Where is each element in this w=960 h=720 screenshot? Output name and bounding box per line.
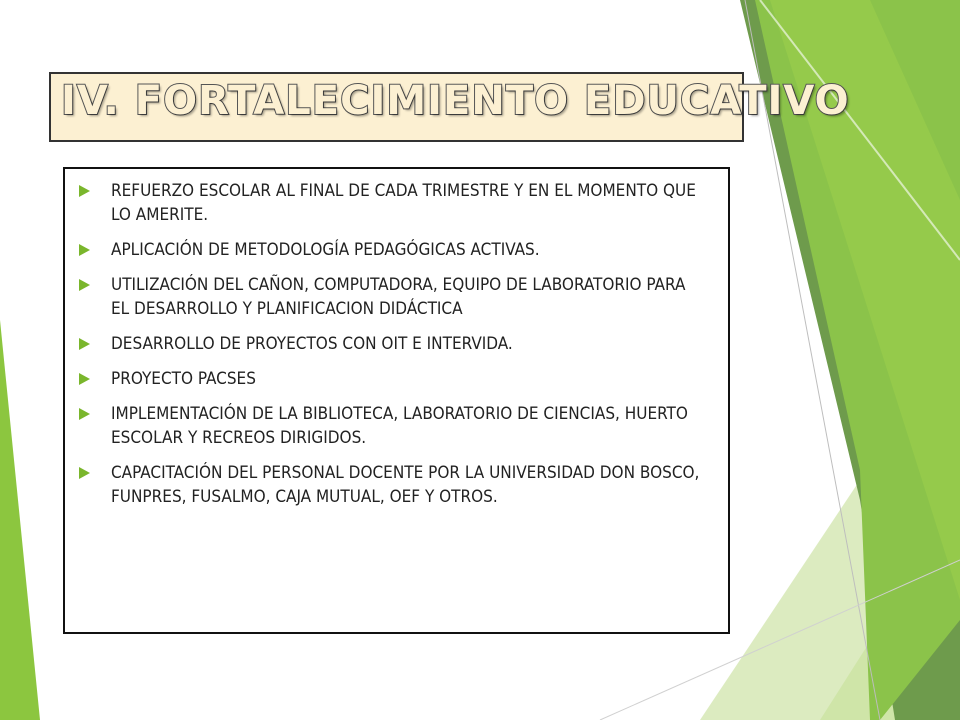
bullet-item xyxy=(77,238,708,262)
bullet-text: APLICACIÓN DE METODOLOGÍA PEDAGÓGICAS ACTIVAS. xyxy=(111,240,540,260)
triangle-right-icon xyxy=(79,408,90,420)
bullet-text: PROYECTO PACSES xyxy=(111,369,256,389)
bullet-item xyxy=(77,367,708,391)
bullet-item xyxy=(77,461,708,509)
triangle-right-icon xyxy=(79,373,90,385)
bullet-item xyxy=(77,273,708,321)
triangle-right-icon xyxy=(79,338,90,350)
triangle-right-icon xyxy=(79,244,90,256)
bullet-item xyxy=(77,332,708,356)
bullet-list xyxy=(65,169,728,509)
bullet-item xyxy=(77,179,708,227)
triangle-right-icon xyxy=(79,279,90,291)
bullet-text: REFUERZO ESCOLAR AL FINAL DE CADA TRIMESTRE Y EN EL MOMENTO QUE LO AMERITE. xyxy=(111,181,696,225)
title-banner xyxy=(49,72,850,142)
bullet-text: CAPACITACIÓN DEL PERSONAL DOCENTE POR LA UNIVERSIDAD DON BOSCO, FUNPRES, FUSALMO, CAJA MUTUAL, OEF Y OTROS. xyxy=(111,463,700,507)
triangle-right-icon xyxy=(79,467,90,479)
bullet-content-box xyxy=(63,167,730,634)
slide-title: IV. FORTALECIMIENTO EDUCATIVO xyxy=(61,78,850,124)
bullet-text: UTILIZACIÓN DEL CAÑON, COMPUTADORA, EQUIPO DE LABORATORIO PARA EL DESARROLLO Y PLANIFICACION DIDÁCTICA xyxy=(111,275,686,319)
triangle-right-icon xyxy=(79,185,90,197)
bullet-item xyxy=(77,402,708,450)
bullet-text: IMPLEMENTACIÓN DE LA BIBLIOTECA, LABORATORIO DE CIENCIAS, HUERTO ESCOLAR Y RECREOS DIRIGIDOS. xyxy=(111,404,688,448)
left-green-wedge xyxy=(0,320,40,720)
bullet-text: DESARROLLO DE PROYECTOS CON OIT E INTERVIDA. xyxy=(111,334,513,354)
